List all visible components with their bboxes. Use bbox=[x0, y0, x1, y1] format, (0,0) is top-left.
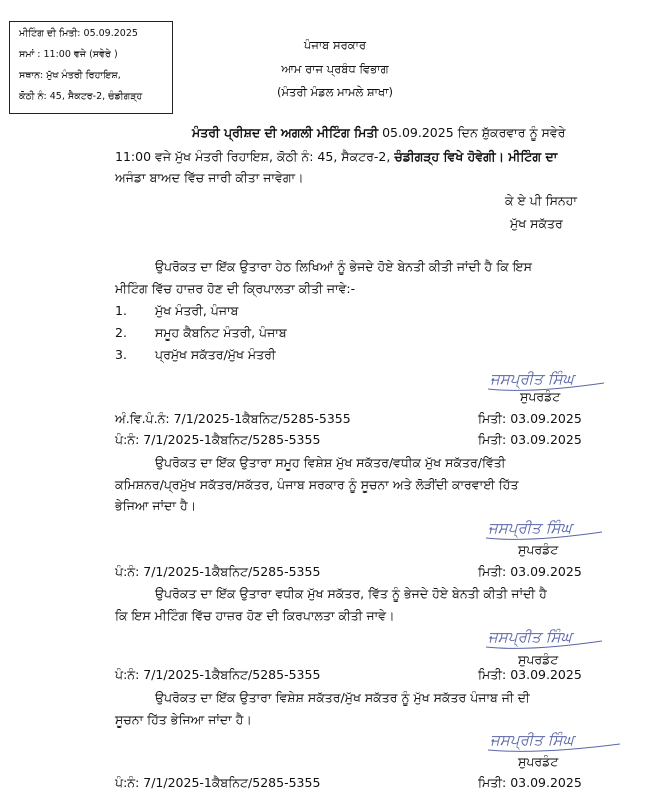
reference-date: ਮਿਤੀ: 03.09.2025 bbox=[478, 667, 582, 682]
endorsement-4-line-1: ਉਪਰੋਕਤ ਦਾ ਇੱਕ ਉਤਾਰਾ ਵਿਸ਼ੇਸ਼ ਸਕੱਤਰ/ਮੁੱਖ ਸਕੱਤਰ ਨੂੰ ਮੁੱਖ ਸਕੱਤਰ ਪੰਜਾਬ ਜੀ ਦੀ bbox=[155, 690, 530, 705]
signature-text: ਜਸਪ੍ਰੀਤ ਸਿੰਘ bbox=[490, 370, 574, 388]
reference-number: ਅੰ.ਵਿ.ਪੰ.ਨੰ: 7/1/2025-1ਕੈਬਨਿਟ/5285-5355 bbox=[115, 411, 351, 426]
list-item-number: 1. bbox=[115, 303, 127, 318]
notice-bold-text: ਮੰਤਰੀ ਪ੍ਰੀਸ਼ਦ ਦੀ ਅਗਲੀ ਮੀਟਿੰਗ ਮਿਤੀ bbox=[192, 125, 379, 140]
endorsement-4-line-2: ਸੂਚਨਾ ਹਿੱਤ ਭੇਜਿਆ ਜਾਂਦਾ ਹੈ। bbox=[115, 712, 252, 727]
signature-text: ਜਸਪ੍ਰੀਤ ਸਿੰਘ bbox=[490, 731, 574, 749]
notice-bold-text: ਚੰਡੀਗੜ੍ਹ ਵਿਖੇ ਹੋਵੇਗੀ। ਮੀਟਿੰਗ ਦਾ bbox=[394, 149, 558, 164]
meeting-place-line-2: ਕੋਠੀ ਨੰ: 45, ਸੈਕਟਰ-2, ਚੰਡੀਗੜ੍ਹ bbox=[19, 91, 143, 102]
reference-date: ਮਿਤੀ: 03.09.2025 bbox=[478, 411, 582, 426]
reference-date: ਮਿਤੀ: 03.09.2025 bbox=[478, 775, 582, 790]
signature-text: ਜਸਪ੍ਰੀਤ ਸਿੰਘ bbox=[488, 628, 572, 646]
notice-line-1 bbox=[192, 125, 565, 141]
header-government: ਪੰਜਾਬ ਸਰਕਾਰ bbox=[303, 38, 367, 52]
superintendent-title: ਸੁਪਰਡੰਟ bbox=[518, 754, 559, 769]
list-item-number: 2. bbox=[115, 325, 127, 340]
endorsement-3-line-1: ਉਪਰੋਕਤ ਦਾ ਇੱਕ ਉਤਾਰਾ ਵਧੀਕ ਮੁੱਖ ਸਕੱਤਰ, ਵਿੱਤ ਨੂੰ ਭੇਜਦੇ ਹੋਏ ਬੇਨਤੀ ਕੀਤੀ ਜਾਂਦੀ ਹੈ bbox=[155, 586, 547, 601]
meeting-place-line-1: ਸਥਾਨ: ਮੁੱਖ ਮੰਤਰੀ ਰਿਹਾਇਸ਼, bbox=[19, 70, 121, 81]
chief-secretary-name: ਕੇ ਏ ਪੀ ਸਿਨਹਾ bbox=[505, 193, 577, 208]
notice-text: 11:00 ਵਜੇ ਮੁੱਖ ਮੰਤਰੀ ਰਿਹਾਇਸ਼, ਕੋਠੀ ਨੰ: 45, ਸੈਕਟਰ-2, bbox=[115, 149, 395, 164]
reference-number: ਪੰ:ਨੰ: 7/1/2025-1ਕੈਬਨਿਟ/5285-5355 bbox=[115, 667, 321, 682]
signature-text: ਜਸਪ੍ਰੀਤ ਸਿੰਘ bbox=[488, 519, 572, 537]
reference-number: ਪੰ:ਨੰ: 7/1/2025-1ਕੈਬਨਿਟ/5285-5355 bbox=[115, 775, 321, 790]
header-branch: (ਮੰਤਰੀ ਮੰਡਲ ਮਾਮਲੇ ਸ਼ਾਖਾ) bbox=[277, 85, 393, 99]
reference-number: ਪੰ:ਨੰ: 7/1/2025-1ਕੈਬਨਿਟ/5285-5355 bbox=[115, 432, 321, 447]
endorsement-main-line-2: ਮੀਟਿੰਗ ਵਿੱਚ ਹਾਜ਼ਰ ਹੋਣ ਦੀ ਕ੍ਰਿਪਾਲਤਾ ਕੀਤੀ ਜਾਵੇ:- bbox=[115, 281, 356, 296]
endorsement-3-line-2: ਕਿ ਇਸ ਮੀਟਿੰਗ ਵਿੱਚ ਹਾਜ਼ਰ ਹੋਣ ਦੀ ਕਿਰਪਾਲਤਾ ਕੀਤੀ ਜਾਵੇ। bbox=[115, 608, 395, 623]
notice-line-2 bbox=[115, 149, 557, 165]
notice-line-3: ਅਜੰਡਾ ਬਾਅਦ ਵਿੱਚ ਜਾਰੀ ਕੀਤਾ ਜਾਵੇਗਾ। bbox=[115, 170, 304, 185]
endorsement-2-line-2: ਕਮਿਸ਼ਨਰ/ਪ੍ਰਮੁੱਖ ਸਕੱਤਰ/ਸਕੱਤਰ, ਪੰਜਾਬ ਸਰਕਾਰ ਨੂੰ ਸੂਚਨਾ ਅਤੇ ਲੋੜੀਂਦੀ ਕਾਰਵਾਈ ਹਿੱਤ bbox=[115, 477, 519, 492]
list-item-number: 3. bbox=[115, 347, 127, 362]
meeting-details-box bbox=[9, 21, 173, 114]
endorsement-2-line-3: ਭੇਜਿਆ ਜਾਂਦਾ ਹੈ। bbox=[115, 498, 197, 513]
reference-date: ਮਿਤੀ: 03.09.2025 bbox=[478, 432, 582, 447]
list-item: ਮੁੱਖ ਮੰਤਰੀ, ਪੰਜਾਬ bbox=[155, 303, 239, 318]
signature bbox=[486, 725, 626, 755]
list-item: ਪ੍ਰਮੁੱਖ ਸਕੱਤਰ/ਮੁੱਖ ਮੰਤਰੀ bbox=[155, 347, 276, 362]
superintendent-title: ਸੁਪਰਡੰਟ bbox=[520, 389, 561, 404]
endorsement-2-line-1: ਉਪਰੋਕਤ ਦਾ ਇੱਕ ਉਤਾਰਾ ਸਮੂਹ ਵਿਸ਼ੇਸ਼ ਮੁੱਖ ਸਕੱਤਰ/ਵਧੀਕ ਮੁੱਖ ਸਕੱਤਰ/ਵਿੱਤੀ bbox=[155, 455, 506, 470]
chief-secretary-title: ਮੁੱਖ ਸਕੱਤਰ bbox=[510, 216, 563, 231]
meeting-time: ਸਮਾਂ : 11:00 ਵਜੇ (ਸਵੇਰੇ ) bbox=[19, 49, 118, 60]
meeting-date: ਮੀਟਿੰਗ ਦੀ ਮਿਤੀ: 05.09.2025 bbox=[19, 28, 138, 39]
reference-number: ਪੰ:ਨੰ: 7/1/2025-1ਕੈਬਨਿਟ/5285-5355 bbox=[115, 564, 321, 579]
endorsement-main-line-1: ਉਪਰੋਕਤ ਦਾ ਇੱਕ ਉਤਾਰਾ ਹੇਠ ਲਿਖਿਆਂ ਨੂੰ ਭੇਜਦੇ ਹੋਏ ਬੇਨਤੀ ਕੀਤੀ ਜਾਂਦੀ ਹੈ ਕਿ ਇਸ bbox=[155, 259, 532, 274]
signature bbox=[484, 622, 609, 652]
superintendent-title: ਸੁਪਰਡੰਟ bbox=[518, 542, 559, 557]
reference-date: ਮਿਤੀ: 03.09.2025 bbox=[478, 564, 582, 579]
signature bbox=[484, 513, 609, 543]
notice-text: 05.09.2025 ਦਿਨ ਸ਼ੁੱਕਰਵਾਰ ਨੂੰ ਸਵੇਰੇ bbox=[378, 125, 566, 140]
header-department: ਆਮ ਰਾਜ ਪ੍ਰਬੰਧ ਵਿਭਾਗ bbox=[281, 62, 389, 76]
superintendent-title: ਸੁਪਰਡੰਟ bbox=[518, 652, 559, 667]
list-item: ਸਮੂਹ ਕੈਬਨਿਟ ਮੰਤਰੀ, ਪੰਜਾਬ bbox=[155, 325, 287, 340]
